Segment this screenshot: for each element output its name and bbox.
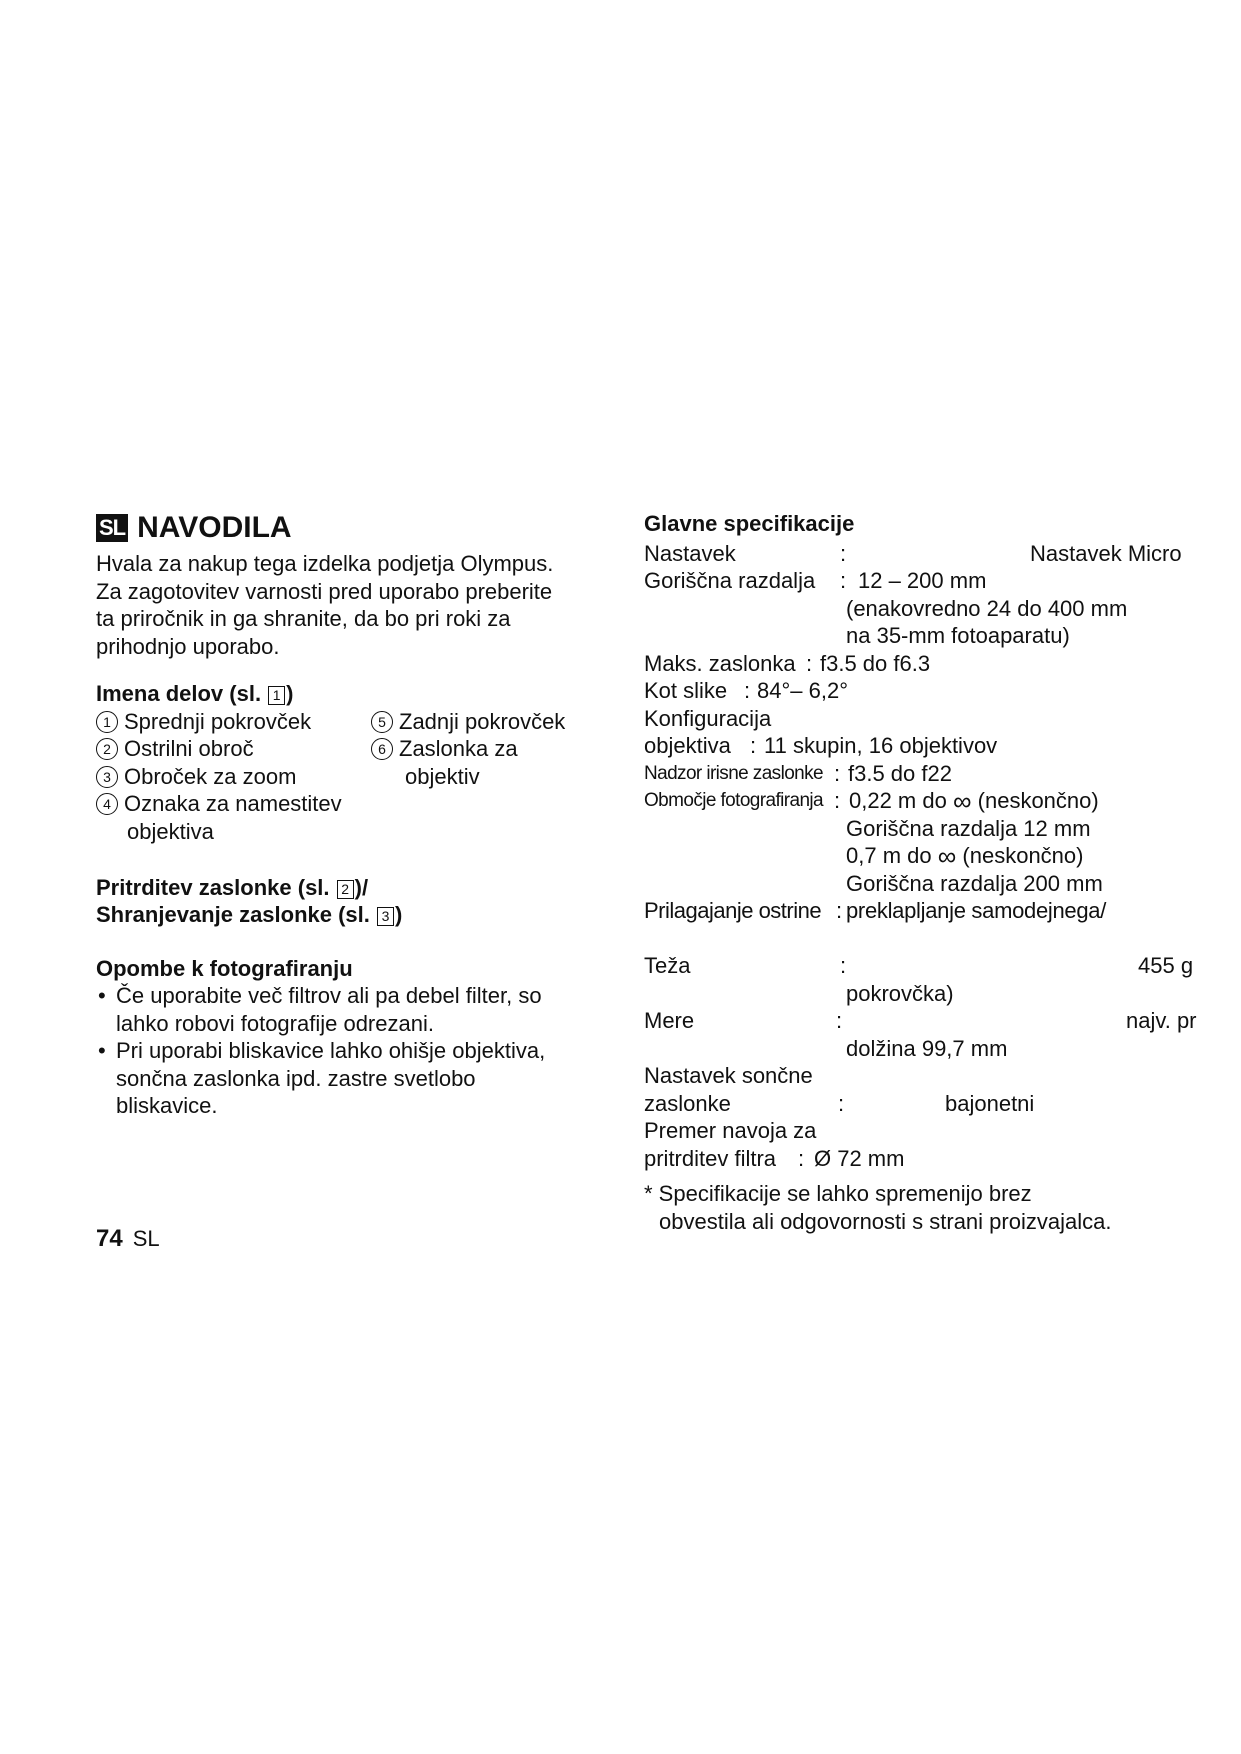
spec-filter-1: [644, 1117, 1204, 1145]
part-number: 1: [96, 711, 118, 733]
spec-colon: :: [834, 788, 841, 813]
range-infinity-text-1: (neskončno): [977, 788, 1099, 813]
spec-label: Teža: [644, 953, 691, 978]
part-label: Zaslonka za: [399, 736, 518, 761]
spec-value: (enakovredno 24 do 400 mm: [846, 595, 1128, 621]
part-number: 6: [371, 738, 393, 760]
note-item-2: [96, 1037, 616, 1120]
spec-colon: :: [798, 1145, 805, 1171]
intro-line-2: Za zagotovitev varnosti pred uporabo preberite: [96, 578, 553, 604]
note-1-line-1: • Če uporabite več filtrov ali pa debel filter, so: [116, 983, 542, 1008]
part-number: 4: [96, 793, 118, 815]
spec-label: Konfiguracija: [644, 705, 772, 731]
footnote-line-1: * Specifikacije se lahko spremenijo brez: [644, 1181, 1032, 1206]
spec-focal: [644, 567, 1204, 595]
spec-label: pritrditev filtra: [644, 1145, 777, 1171]
spec-hood-2: [644, 1090, 1204, 1118]
note-item-1: [96, 982, 616, 1037]
figure-ref-1: 1: [268, 686, 285, 705]
spec-value: Goriščna razdalja 200 mm: [846, 870, 1103, 896]
part-label: Zadnji pokrovček: [399, 708, 566, 734]
infinity-icon: ∞: [952, 786, 972, 816]
spec-value: f3.5 do f6.3: [820, 650, 931, 676]
spec-label: Premer navoja za: [644, 1118, 817, 1143]
spec-colon: :: [836, 898, 843, 923]
spec-value: bajonetni: [945, 1090, 1035, 1116]
spec-mount: [644, 540, 1204, 568]
intro-line-4: prihodnjo uporabo.: [96, 633, 280, 659]
spec-angle: [644, 677, 1204, 705]
spec-iris: [644, 760, 1204, 788]
range-infinity-text-2: (neskončno): [962, 843, 1084, 868]
spec-config-2: [644, 732, 1204, 760]
spec-range-4: [644, 870, 1204, 898]
spec-colon: :: [838, 1090, 845, 1116]
part-item-3: [96, 763, 296, 791]
spec-value: 11 skupin, 16 objektivov: [764, 733, 998, 758]
hood-heading-1-text: Pritrditev zaslonke (sl.: [96, 874, 336, 900]
page-number-value: 74: [96, 1225, 123, 1252]
parts-heading-text: Imena delov (sl.: [96, 681, 268, 706]
spec-label: Območje fotografiranja: [644, 790, 824, 811]
intro-line-3: ta priročnik in ga shranite, da bo pri roki za: [96, 606, 511, 631]
part-item-1: [96, 708, 311, 736]
note-2-line-1: • Pri uporabi bliskavice lahko ohišje objektiva,: [116, 1038, 546, 1063]
spec-blank: [644, 925, 1204, 953]
spec-range-1: [644, 787, 1204, 815]
infinity-icon: ∞: [937, 841, 957, 871]
part-item-6-cont: objektiv: [405, 763, 480, 789]
spec-label: Mere: [644, 1008, 695, 1033]
hood-heading-1: [96, 874, 616, 902]
spec-weight: [644, 952, 1204, 980]
spec-value: Nastavek Micro: [1030, 540, 1182, 566]
spec-range-2: [644, 815, 1204, 843]
spec-label: objektiva: [644, 733, 731, 758]
hood-heading-2-text: Shranjevanje zaslonke (sl.: [96, 902, 377, 927]
spec-colon: :: [744, 678, 751, 703]
part-number: 5: [371, 711, 393, 733]
spec-label: Kot slike: [644, 678, 728, 703]
page-number: [96, 1225, 160, 1253]
spec-label: zaslonke: [644, 1090, 731, 1116]
spec-colon: :: [750, 733, 757, 758]
note-2-line-2: sončna zaslonka ipd. zastre svetlobo: [116, 1065, 476, 1091]
part-item-5: [371, 708, 565, 736]
part-item-4-cont: objektiva: [127, 818, 214, 844]
specs-footnote: [644, 1180, 1204, 1235]
specs-column: [644, 510, 1204, 1235]
part-label: Sprednji pokrovček: [124, 708, 312, 734]
figure-ref-3: 3: [377, 907, 394, 926]
notes-heading: Opombe k fotografiranju: [96, 955, 353, 981]
spec-hood-1: [644, 1062, 1204, 1090]
note-1-line-2: lahko robovi fotografije odrezani.: [116, 1010, 434, 1036]
spec-colon: :: [840, 540, 847, 566]
spec-config-1: [644, 705, 1204, 733]
title-row: [96, 510, 616, 546]
spec-value: Goriščna razdalja 12 mm: [846, 815, 1091, 841]
hood-heading-2-end: ): [395, 902, 403, 927]
spec-value: na 35-mm fotoaparatu): [846, 623, 1070, 648]
spec-label: Prilagajanje ostrine: [644, 898, 822, 923]
spec-dims: [644, 1007, 1204, 1035]
range-near-1: 0,22 m do: [849, 788, 947, 813]
spec-dims-cont: [644, 1035, 1204, 1063]
hood-heading-1-end: )/: [354, 874, 369, 900]
spec-label: Maks. zaslonka: [644, 650, 796, 676]
spec-colon: :: [840, 953, 847, 978]
spec-value: 12 – 200 mm: [858, 568, 987, 593]
parts-heading-end: ): [286, 681, 294, 706]
spec-value: 455 g: [1138, 953, 1194, 978]
spec-colon: :: [840, 568, 847, 593]
spec-weight-cont: [644, 980, 1204, 1008]
spec-colon: :: [836, 1008, 843, 1033]
spec-focal-eq-1: [644, 595, 1204, 623]
part-item-6: [371, 735, 518, 763]
spec-aperture: [644, 650, 1204, 678]
spec-value: pokrovčka): [846, 980, 954, 1006]
spec-value: preklapljanje samodejnega/: [846, 898, 1107, 923]
left-column: [96, 510, 616, 1120]
spec-colon: :: [834, 760, 841, 786]
part-item-4: [96, 790, 342, 818]
spec-value: Ø 72 mm: [814, 1145, 905, 1171]
part-label: Ostrilni obroč: [124, 736, 254, 761]
spec-colon: :: [806, 650, 813, 676]
footnote-line-2: obvestila ali odgovornosti s strani proizvajalca.: [659, 1208, 1112, 1234]
spec-value: f3.5 do f22: [848, 760, 952, 786]
figure-ref-2: 2: [337, 880, 354, 899]
spec-value: [849, 787, 1099, 815]
specs-heading: Glavne specifikacije: [644, 511, 855, 536]
spec-focal-eq-2: [644, 622, 1204, 650]
spec-value: [846, 842, 1083, 870]
spec-label: Goriščna razdalja: [644, 568, 816, 593]
spec-filter-2: [644, 1145, 1204, 1173]
parts-heading: [96, 680, 616, 708]
part-label: Oznaka za namestitev: [124, 791, 342, 816]
spec-label: Nadzor irisne zaslonke: [644, 762, 823, 784]
part-item-2: [96, 735, 254, 763]
page-language: SL: [132, 1226, 160, 1251]
spec-focus: [644, 897, 1204, 925]
part-number: 3: [96, 766, 118, 788]
language-badge: SL: [96, 514, 128, 542]
page-title: NAVODILA: [137, 511, 292, 545]
spec-label: Nastavek sončne: [644, 1063, 813, 1088]
spec-range-3: [644, 842, 1204, 870]
spec-value: najv. pr: [1126, 1008, 1197, 1033]
part-label: Obroček za zoom: [124, 763, 297, 789]
notes-list: [96, 982, 616, 1120]
spec-value: dolžina 99,7 mm: [846, 1035, 1008, 1061]
intro-line-1: Hvala za nakup tega izdelka podjetja Olympus.: [96, 551, 554, 576]
hood-heading-2: [96, 901, 616, 929]
parts-list: [96, 708, 616, 848]
range-near-2: 0,7 m do: [846, 843, 932, 868]
note-2-line-3: bliskavice.: [116, 1093, 218, 1118]
spec-value: 84°– 6,2°: [757, 678, 848, 703]
spec-label: Nastavek: [644, 540, 736, 566]
part-number: 2: [96, 738, 118, 760]
